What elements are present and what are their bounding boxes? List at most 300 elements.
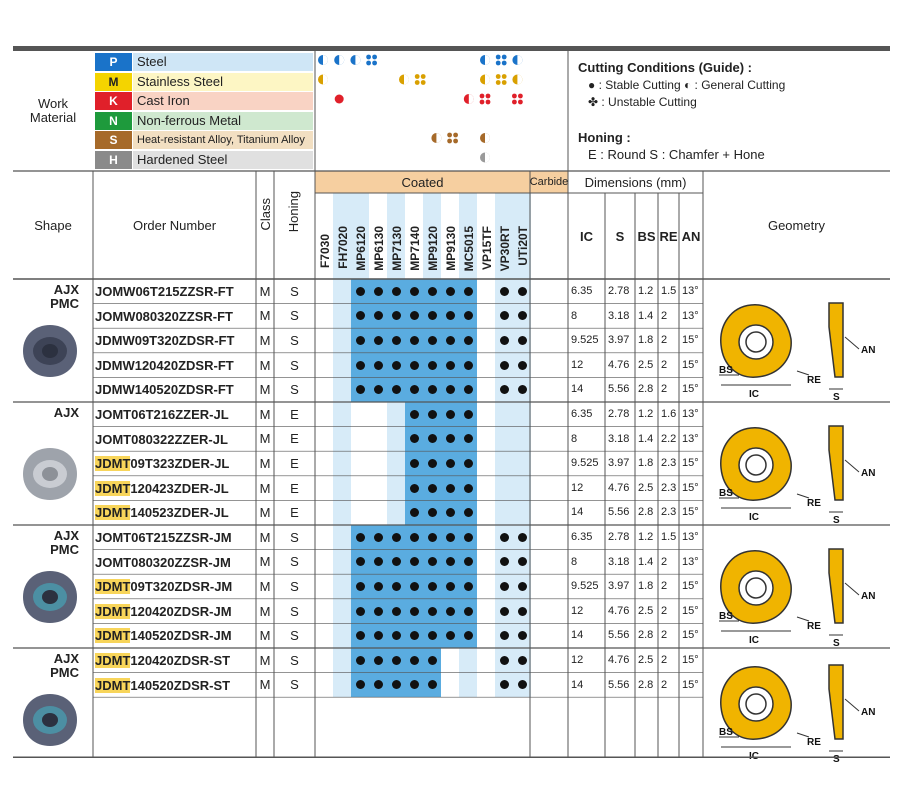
general-cutting-icon xyxy=(512,75,522,85)
geo-label-s: S xyxy=(833,754,840,765)
stable-cutting-dot xyxy=(464,459,473,468)
grade-header: F7030 xyxy=(318,234,332,269)
dim-re: 1.6 xyxy=(661,408,677,420)
grade-cell xyxy=(477,648,495,673)
dim-bs: 1.4 xyxy=(638,309,654,322)
stable-cutting-dot xyxy=(410,287,419,296)
dim-bs: 1.4 xyxy=(638,432,654,445)
stable-cutting-dot xyxy=(374,361,383,370)
new-item-prefix: JDMT xyxy=(95,677,131,693)
dim-bs: 2.8 xyxy=(638,629,654,642)
col-shape: Shape xyxy=(34,217,72,233)
stable-cutting-dot xyxy=(428,508,437,517)
dim-ic: 14 xyxy=(571,383,584,396)
dim-bs: 2.8 xyxy=(638,506,654,519)
stable-cutting-dot xyxy=(356,680,365,689)
dim-bs: 2.5 xyxy=(638,481,654,494)
dim-s: 5.56 xyxy=(608,629,630,642)
general-cutting-icon xyxy=(431,133,441,143)
geo-label-bs: BS xyxy=(719,488,733,499)
dim-ic: 9.525 xyxy=(571,334,599,347)
stable-cutting-dot xyxy=(356,336,365,345)
order-code: JOMT06T216ZZER-JL xyxy=(95,407,229,422)
dim-bs: 1.8 xyxy=(638,580,654,593)
dim-re: 2 xyxy=(661,555,668,568)
dim-re: 2 xyxy=(661,334,668,347)
geometry-diagram xyxy=(709,287,889,402)
stable-cutting-dot xyxy=(410,484,419,493)
general-cutting-icon xyxy=(480,133,490,143)
stable-cutting-dot xyxy=(392,631,401,640)
dim-s: 5.56 xyxy=(608,506,630,519)
grade-cell xyxy=(477,673,495,698)
grade-cell xyxy=(315,574,333,599)
stable-cutting-dot xyxy=(500,287,509,296)
grade-cell xyxy=(477,574,495,599)
dim-re: 2 xyxy=(661,604,668,617)
col-honing: Honing xyxy=(286,191,301,233)
geo-label-bs: BS xyxy=(719,727,733,739)
stable-cutting-dot xyxy=(464,631,473,640)
stable-cutting-dot xyxy=(428,385,437,394)
grade-cell xyxy=(477,623,495,648)
stable-cutting-dot xyxy=(410,385,419,394)
grade-cell xyxy=(495,402,513,427)
material-name: Steel xyxy=(133,53,313,71)
dim-re: 2 xyxy=(661,383,668,396)
geo-label-ic: IC xyxy=(749,751,759,763)
grade-cell xyxy=(333,353,351,378)
order-number xyxy=(95,579,255,594)
dim-header-s: S xyxy=(615,228,625,244)
grade-cell xyxy=(315,427,333,452)
stable-cutting-dot xyxy=(410,533,419,542)
stable-cutting-dot xyxy=(374,607,383,616)
stable-cutting-dot xyxy=(500,557,509,566)
stable-cutting-dot xyxy=(374,631,383,640)
stable-cutting-dot xyxy=(446,434,455,443)
geo-label-ic: IC xyxy=(749,389,759,400)
insert-photo-icon xyxy=(19,567,81,627)
honing-value: S xyxy=(290,628,299,644)
dim-ic: 8 xyxy=(571,555,578,568)
grade-cell xyxy=(315,402,333,427)
grade-cell xyxy=(369,476,387,501)
grade-cell xyxy=(333,279,351,304)
dim-ic: 9.525 xyxy=(571,580,599,593)
grade-cell xyxy=(351,402,369,427)
stable-cutting-dot xyxy=(374,656,383,665)
grade-cell xyxy=(477,279,495,304)
stable-cutting-dot xyxy=(428,361,437,370)
honing-value: S xyxy=(290,382,299,398)
dim-bs: 1.8 xyxy=(638,457,654,470)
stable-cutting-dot xyxy=(392,582,401,591)
grade-header: MP9120 xyxy=(426,226,440,271)
honing-value: S xyxy=(290,554,299,570)
grade-cell xyxy=(315,451,333,476)
order-code: 140523ZDER-JL xyxy=(130,505,229,521)
dim-bs: 1.2 xyxy=(638,531,654,543)
dim-ic: 12 xyxy=(571,481,584,494)
stable-cutting-dot xyxy=(464,361,473,370)
grade-cell xyxy=(333,673,351,698)
stable-cutting-dot xyxy=(410,557,419,566)
dim-s: 3.97 xyxy=(608,580,630,593)
stable-cutting-dot xyxy=(464,557,473,566)
stable-cutting-dot xyxy=(446,311,455,320)
stable-cutting-dot xyxy=(410,311,419,320)
class-value: M xyxy=(259,529,271,545)
stable-cutting-icon xyxy=(335,95,344,104)
stable-cutting-dot xyxy=(356,656,365,665)
dim-header-re: RE xyxy=(659,228,678,244)
grade-cell xyxy=(333,304,351,329)
class-value: M xyxy=(259,628,271,644)
grade-cell xyxy=(315,673,333,698)
order-number xyxy=(95,481,255,496)
stable-cutting-dot xyxy=(374,385,383,394)
insert-photo-icon xyxy=(19,321,81,381)
dim-re: 2 xyxy=(661,654,668,666)
geometry-diagram xyxy=(709,410,889,525)
stable-cutting-dot xyxy=(410,607,419,616)
honing-line: E : Round S : Chamfer + Hone xyxy=(588,147,765,162)
dim-an: 15° xyxy=(682,506,699,519)
stable-cutting-dot xyxy=(446,287,455,296)
geo-label-an: AN xyxy=(861,345,876,356)
dim-bs: 1.2 xyxy=(638,285,654,297)
grade-cell xyxy=(477,550,495,575)
general-cutting-icon xyxy=(334,55,344,65)
grade-header: MP6130 xyxy=(372,226,386,271)
grade-cell xyxy=(315,476,333,501)
geo-label-an: AN xyxy=(861,468,876,479)
conditions-title: Cutting Conditions (Guide) : xyxy=(578,60,753,75)
dim-ic: 6.35 xyxy=(571,408,593,420)
material-name: Stainless Steel xyxy=(133,73,313,91)
grade-cell xyxy=(333,328,351,353)
material-name: Hardened Steel xyxy=(133,151,313,169)
stable-cutting-dot xyxy=(356,582,365,591)
stable-cutting-dot xyxy=(428,533,437,542)
col-carbide: Carbide xyxy=(530,171,568,193)
stable-cutting-dot xyxy=(500,336,509,345)
general-cutting-icon xyxy=(350,55,360,65)
stable-cutting-dot xyxy=(428,680,437,689)
unstable-cutting-icon xyxy=(447,133,458,144)
stable-cutting-dot xyxy=(518,385,527,394)
stable-cutting-dot xyxy=(356,385,365,394)
stable-cutting-dot xyxy=(392,607,401,616)
grade-cell xyxy=(315,377,333,402)
stable-cutting-dot xyxy=(464,311,473,320)
stable-cutting-dot xyxy=(464,287,473,296)
material-code: P xyxy=(95,53,132,71)
stable-cutting-dot xyxy=(464,508,473,517)
grade-cell xyxy=(333,648,351,673)
honing-value: S xyxy=(290,529,299,545)
order-number xyxy=(95,628,255,643)
order-code: JDMW09T320ZDSR-FT xyxy=(95,333,235,349)
grade-cell xyxy=(495,427,513,452)
honing-value: S xyxy=(290,603,299,619)
stable-cutting-dot xyxy=(464,582,473,591)
dim-s: 4.76 xyxy=(608,358,630,371)
grade-cell xyxy=(315,328,333,353)
stable-cutting-dot xyxy=(428,484,437,493)
stable-cutting-dot xyxy=(518,656,527,665)
grade-cell xyxy=(351,427,369,452)
dim-re: 2.3 xyxy=(661,506,677,519)
stable-cutting-dot xyxy=(446,557,455,566)
stable-cutting-dot xyxy=(410,582,419,591)
stable-cutting-dot xyxy=(500,361,509,370)
grade-cell xyxy=(315,599,333,624)
col-geometry: Geometry xyxy=(767,217,826,233)
material-code: S xyxy=(95,131,132,149)
grade-cell xyxy=(441,648,459,673)
grade-header: UTi20T xyxy=(516,226,530,266)
stable-cutting-dot xyxy=(428,656,437,665)
grade-cell xyxy=(477,377,495,402)
grade-cell xyxy=(333,451,351,476)
honing-value: S xyxy=(290,283,299,299)
order-code: JOMW06T215ZZSR-FT xyxy=(95,284,234,299)
grade-cell xyxy=(369,402,387,427)
dim-an: 13° xyxy=(682,555,699,568)
stable-cutting-dot xyxy=(356,311,365,320)
stable-cutting-dot xyxy=(428,582,437,591)
order-number xyxy=(95,678,255,693)
insert-catalog-table xyxy=(13,46,890,784)
grade-cell xyxy=(369,451,387,476)
dim-ic: 14 xyxy=(571,678,584,691)
geo-label-re: RE xyxy=(807,737,821,749)
geo-label-s: S xyxy=(833,392,840,402)
grade-cell xyxy=(333,574,351,599)
insert-photo-icon xyxy=(19,444,81,504)
col-class: Class xyxy=(258,198,273,231)
honing-value: E xyxy=(290,455,299,471)
stable-cutting-dot xyxy=(464,533,473,542)
grade-cell xyxy=(333,623,351,648)
geo-label-bs: BS xyxy=(719,611,733,622)
stable-cutting-dot xyxy=(374,582,383,591)
dim-re: 2 xyxy=(661,678,668,691)
grade-cell xyxy=(387,427,405,452)
stable-cutting-dot xyxy=(518,311,527,320)
order-number xyxy=(95,604,255,619)
grade-cell xyxy=(315,525,333,550)
col-order-number: Order Number xyxy=(132,217,217,233)
grade-cell xyxy=(513,500,531,525)
new-item-prefix: JDMT xyxy=(95,505,131,521)
unstable-cutting-icon xyxy=(415,74,426,85)
dim-s: 3.18 xyxy=(608,309,630,322)
honing-value: S xyxy=(290,308,299,324)
class-value: M xyxy=(259,677,271,693)
dim-ic: 9.525 xyxy=(571,457,599,470)
stable-cutting-dot xyxy=(374,533,383,542)
honing-value: E xyxy=(290,480,299,496)
grade-cell xyxy=(315,648,333,673)
material-name: Cast Iron xyxy=(133,92,313,110)
order-code: 120420ZDSR-JM xyxy=(130,603,232,619)
order-number xyxy=(95,653,255,668)
order-number xyxy=(95,530,255,545)
honing-value: E xyxy=(290,406,299,422)
dim-s: 3.18 xyxy=(608,432,630,445)
stable-cutting-dot xyxy=(518,680,527,689)
dim-an: 13° xyxy=(682,531,699,543)
stable-cutting-dot xyxy=(410,434,419,443)
dim-re: 1.5 xyxy=(661,531,677,543)
dim-re: 2 xyxy=(661,358,668,371)
stable-cutting-dot xyxy=(410,631,419,640)
stable-cutting-dot xyxy=(500,680,509,689)
stable-cutting-dot xyxy=(392,680,401,689)
stable-cutting-dot xyxy=(428,410,437,419)
dim-ic: 12 xyxy=(571,654,584,666)
grade-header: VP30RT xyxy=(498,226,512,272)
grade-cell xyxy=(333,500,351,525)
dim-bs: 2.5 xyxy=(638,358,654,371)
grade-cell xyxy=(495,451,513,476)
general-cutting-icon xyxy=(399,75,409,85)
order-code: JOMT080322ZZER-JL xyxy=(95,431,228,447)
dim-an: 15° xyxy=(682,334,699,347)
stable-cutting-dot xyxy=(392,361,401,370)
insert-photo-icon xyxy=(19,690,81,750)
general-cutting-icon xyxy=(318,55,328,65)
stable-cutting-dot xyxy=(518,557,527,566)
unstable-cutting-icon xyxy=(496,55,507,66)
order-number xyxy=(95,382,255,397)
grade-header: VP15TF xyxy=(480,226,494,271)
grade-cell xyxy=(387,451,405,476)
stable-cutting-dot xyxy=(518,533,527,542)
new-item-prefix: JDMT xyxy=(95,603,131,619)
grade-cell xyxy=(477,328,495,353)
geo-label-an: AN xyxy=(861,591,876,602)
class-value: M xyxy=(259,332,271,348)
grade-cell xyxy=(315,623,333,648)
grade-cell xyxy=(459,673,477,698)
dim-ic: 6.35 xyxy=(571,285,593,297)
grade-cell xyxy=(315,279,333,304)
grade-cell xyxy=(477,353,495,378)
dim-an: 15° xyxy=(682,481,699,494)
class-value: M xyxy=(259,431,271,447)
general-cutting-icon xyxy=(512,55,522,65)
dim-re: 2 xyxy=(661,309,668,322)
grade-header: MP7130 xyxy=(390,226,404,271)
new-item-prefix: JDMT xyxy=(95,579,131,595)
geo-label-ic: IC xyxy=(749,635,759,646)
grade-cell xyxy=(387,500,405,525)
grade-cell xyxy=(477,525,495,550)
order-number xyxy=(95,333,255,348)
stable-cutting-dot xyxy=(464,385,473,394)
dim-re: 2 xyxy=(661,629,668,642)
material-symbols xyxy=(13,46,890,171)
conditions-line2: ✤ : Unstable Cutting xyxy=(588,95,697,109)
order-number xyxy=(95,407,255,422)
grade-cell xyxy=(333,377,351,402)
class-value: M xyxy=(259,382,271,398)
dim-re: 2.2 xyxy=(661,432,677,445)
dim-ic: 8 xyxy=(571,309,578,322)
stable-cutting-dot xyxy=(392,385,401,394)
stable-cutting-dot xyxy=(446,361,455,370)
general-cutting-icon xyxy=(480,55,490,65)
class-value: M xyxy=(259,455,271,471)
dim-an: 15° xyxy=(682,457,699,470)
grade-cell xyxy=(441,673,459,698)
stable-cutting-dot xyxy=(464,336,473,345)
grade-cell xyxy=(351,451,369,476)
stable-cutting-dot xyxy=(446,508,455,517)
geo-label-an: AN xyxy=(861,707,876,719)
stable-cutting-dot xyxy=(392,557,401,566)
stable-cutting-dot xyxy=(500,631,509,640)
dim-header-bs: BS xyxy=(637,228,656,244)
stable-cutting-dot xyxy=(518,607,527,616)
grade-cell xyxy=(369,500,387,525)
new-item-prefix: JDMT xyxy=(95,653,131,668)
stable-cutting-dot xyxy=(500,385,509,394)
geo-label-s: S xyxy=(833,515,840,525)
dim-an: 13° xyxy=(682,432,699,445)
shape-label: AJX xyxy=(53,405,79,420)
grade-cell xyxy=(477,476,495,501)
dim-ic: 14 xyxy=(571,629,584,642)
stable-cutting-dot xyxy=(428,311,437,320)
dim-re: 2.3 xyxy=(661,481,677,494)
stable-cutting-dot xyxy=(428,287,437,296)
stable-cutting-dot xyxy=(356,287,365,296)
general-cutting-icon xyxy=(318,75,328,85)
dim-header-an: AN xyxy=(681,228,701,244)
dim-bs: 2.5 xyxy=(638,654,654,666)
honing-value: S xyxy=(290,677,299,693)
stable-cutting-dot xyxy=(446,533,455,542)
dim-s: 5.56 xyxy=(608,383,630,396)
dim-s: 4.76 xyxy=(608,481,630,494)
stable-cutting-dot xyxy=(392,287,401,296)
col-dimensions: Dimensions (mm) xyxy=(584,174,687,190)
geometry-diagram xyxy=(709,649,889,764)
stable-cutting-dot xyxy=(500,656,509,665)
order-code: 120420ZDSR-ST xyxy=(130,653,231,668)
stable-cutting-dot xyxy=(356,557,365,566)
grade-cell xyxy=(351,476,369,501)
geometry-diagram xyxy=(709,533,889,648)
class-value: M xyxy=(259,480,271,496)
dim-bs: 2.8 xyxy=(638,678,654,691)
honing-title: Honing : xyxy=(578,130,631,145)
stable-cutting-dot xyxy=(410,410,419,419)
class-value: M xyxy=(259,406,271,422)
order-number xyxy=(95,358,255,373)
stable-cutting-dot xyxy=(410,459,419,468)
general-cutting-icon xyxy=(480,153,490,163)
dim-ic: 12 xyxy=(571,604,584,617)
order-number xyxy=(95,505,255,520)
grade-header: MP7140 xyxy=(408,226,422,271)
order-code: JOMT06T215ZZSR-JM xyxy=(95,530,232,545)
